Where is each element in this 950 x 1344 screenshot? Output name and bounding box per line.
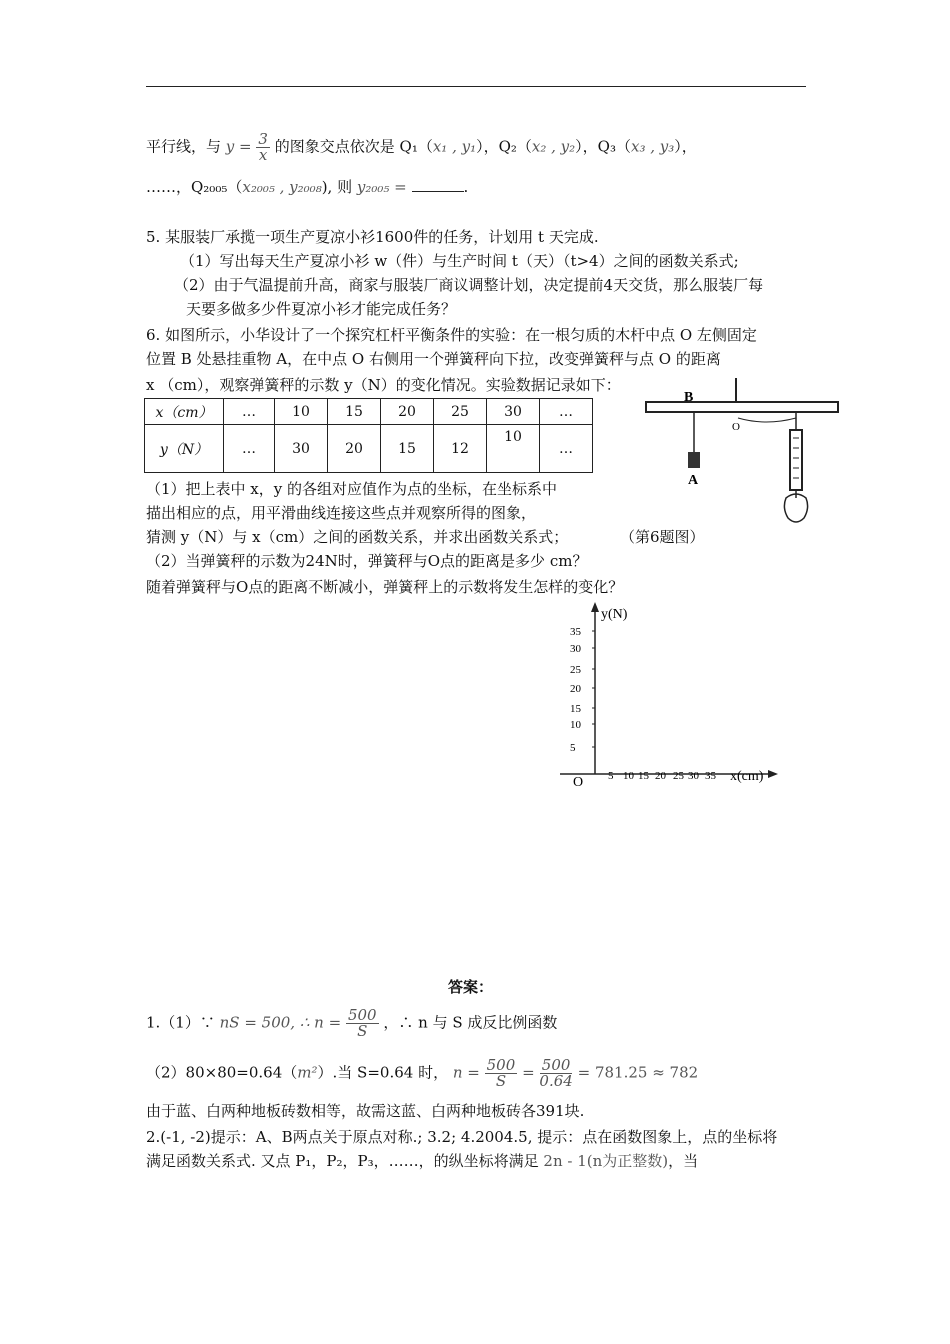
- table-cell: …: [224, 425, 275, 473]
- answer-formula: = 781.25 ≈ 782: [577, 1063, 699, 1082]
- fraction-denominator: 0.64: [539, 1072, 573, 1090]
- table-cell: …: [540, 399, 593, 425]
- fraction-numerator: 500: [347, 1006, 377, 1024]
- fraction-denominator: x: [258, 146, 268, 164]
- q4-text: 的图象交点依次是: [274, 137, 395, 156]
- table-cell: 15: [381, 425, 434, 473]
- answer-blank: [412, 181, 464, 192]
- q6-part-1: （1）把上表中 x，y 的各组对应值作为点的坐标，在坐标系中: [146, 480, 558, 498]
- q6-part-1-cont: 描出相应的点，用平滑曲线连接这些点并观察所得的图象，: [146, 504, 537, 522]
- q5-part-2-cont: 天要多做多少件夏凉小衫才能完成任务？: [186, 300, 457, 318]
- table-cell: 30: [487, 399, 540, 425]
- distance-brace: [738, 418, 796, 422]
- answer-fraction: [485, 1058, 518, 1089]
- answer-text: 1.（1）∵: [146, 1013, 215, 1032]
- x-axis-label: x(cm): [730, 769, 764, 784]
- table-cell: 20: [328, 425, 381, 473]
- fraction-numerator: 3: [258, 130, 268, 148]
- y-tick-label: 30: [570, 643, 581, 655]
- y-tick-label: 10: [570, 719, 581, 731]
- answer-text: 满足函数关系式. 又点 P₁，P₂，P₃，……，的纵坐标将满足: [146, 1152, 539, 1170]
- q6-part-2-cont: 随着弹簧秤与O点的距离不断减小，弹簧秤上的示数将发生怎样的变化？: [146, 578, 624, 596]
- y-tick-label: 5: [570, 742, 576, 754]
- fraction-numerator: 500: [486, 1056, 516, 1074]
- answer-fraction: [539, 1058, 572, 1089]
- origin-label: O: [573, 775, 584, 790]
- y-axis-arrow: [591, 602, 599, 612]
- answer-formula: 2n - 1(n为正整数): [543, 1152, 669, 1170]
- answer-text: ，∴ n 与 S 成反比例函数: [383, 1013, 558, 1032]
- table-cell: …: [540, 425, 593, 473]
- y-tick-label: 20: [570, 683, 581, 695]
- q4-point: x₂ , y₂: [531, 137, 576, 156]
- q5-part-2: （2）由于气温提前升高，商家与服装厂商议调整计划，决定提前4天交货，那么服装厂每: [174, 276, 764, 294]
- y-tick-label: 35: [570, 626, 581, 638]
- q4-function-fraction: [256, 132, 270, 163]
- x-tick-label: 5: [608, 770, 614, 782]
- q6-part-1-cont: 猜测 y（N）与 x（cm）之间的函数关系，并求出函数关系式；: [146, 528, 569, 546]
- table-cell: 12: [434, 425, 487, 473]
- q6-stem: x （cm），观察弹簧秤的示数 y（N）的变化情况。实验数据记录如下：: [146, 376, 621, 394]
- lever-label-o: O: [732, 421, 740, 433]
- q4-text: 平行线，与: [146, 137, 222, 156]
- q4-function-lhs: y =: [225, 137, 252, 156]
- hand-icon: [784, 494, 807, 522]
- spring-scale: [790, 430, 802, 490]
- y-tick-label: 15: [570, 703, 581, 715]
- answer-1-line-1: [146, 1008, 557, 1039]
- answer-2-line-1: 2.(-1, -2)提示：A、B两点关于原点对称.; 3.2; 4.2004.5, 提示：点在函数图象上，点的坐标将: [146, 1128, 778, 1146]
- figure-caption: （第6题图）: [620, 528, 705, 546]
- answer-formula: nS = 500, ∴ n =: [219, 1013, 342, 1032]
- q6-stem: 6. 如图所示，小华设计了一个探究杠杆平衡条件的实验：在一根匀质的木杆中点 O 左侧固定: [146, 326, 757, 344]
- table-cell: 20: [381, 399, 434, 425]
- fraction-denominator: S: [495, 1072, 507, 1090]
- answers-title: 答案：: [448, 978, 494, 996]
- q5-part-1: （1）写出每天生产夏凉小衫 w（件）与生产时间 t（天）（t>4）之间的函数关系式;: [180, 252, 739, 270]
- answer-text: （2）80×80=0.64（: [146, 1063, 298, 1082]
- q4-text: ……，Q₂₀₀₅（: [146, 178, 243, 196]
- x-axis-arrow: [768, 770, 778, 778]
- fraction-denominator: S: [357, 1022, 368, 1040]
- answer-text: ，当: [668, 1152, 699, 1170]
- answer-fraction: [346, 1008, 379, 1039]
- q4-line-2: [146, 176, 468, 198]
- table-cell: 10: [275, 399, 328, 425]
- q6-stem: 位置 B 处悬挂重物 A，在中点 O 右侧用一个弹簧秤向下拉，改变弹簧秤与点 O 的距离: [146, 350, 721, 368]
- answer-2-line-2: [146, 1150, 698, 1172]
- table-cell: …: [224, 399, 275, 425]
- x-ticks: [608, 770, 717, 782]
- lever-label-b: B: [684, 390, 694, 405]
- unit: m²: [297, 1063, 318, 1082]
- q4-text: .: [463, 178, 469, 196]
- q6-data-table: [144, 398, 593, 473]
- q4-point: x₂₀₀₅ , y₂₀₀₈: [242, 178, 322, 196]
- lever-label-a: A: [688, 473, 699, 488]
- table-cell: 15: [328, 399, 381, 425]
- x-tick-label: 10: [623, 770, 634, 782]
- fraction-numerator: 500: [541, 1056, 571, 1074]
- y-axis-label: y(N): [601, 607, 628, 622]
- table-row-x: [145, 399, 593, 425]
- answer-formula: =: [522, 1063, 535, 1082]
- answer-1-line-3: 由于蓝、白两种地板砖数相等，故需这蓝、白两种地板砖各391块.: [146, 1102, 585, 1120]
- q4-text: ），: [674, 137, 697, 156]
- x-tick-label: 25: [673, 770, 684, 782]
- answer-text: ）.当 S=0.64 时，: [317, 1063, 449, 1082]
- x-tick-label: 30: [688, 770, 699, 782]
- q4-point-label: ），Q₂（: [476, 137, 532, 156]
- q5-stem: 5. 某服装厂承揽一项生产夏凉小衫1600件的任务，计划用 t 天完成.: [146, 228, 599, 246]
- lever-bar: [646, 402, 838, 412]
- table-cell: y（N）: [145, 425, 224, 473]
- q4-point-label: Q₁（: [399, 137, 433, 156]
- q4-text: ), 则: [321, 178, 353, 196]
- answer-1-line-2: [146, 1058, 698, 1089]
- q4-point: x₁ , y₁: [432, 137, 477, 156]
- table-row-y: [145, 425, 593, 473]
- x-tick-label: 15: [638, 770, 649, 782]
- q6-part-2: （2）当弹簧秤的示数为24N时，弹簧秤与O点的距离是多少 cm？: [146, 552, 588, 570]
- y-ticks: [570, 626, 595, 754]
- coordinate-axes: [560, 600, 790, 790]
- table-cell: 30: [275, 425, 328, 473]
- q4-point: x₃ , y₃: [630, 137, 675, 156]
- table-cell: x（cm）: [145, 399, 224, 425]
- x-tick-label: 35: [705, 770, 716, 782]
- table-cell: 25: [434, 399, 487, 425]
- weight-block: [688, 452, 700, 468]
- q4-line-1: [146, 132, 697, 163]
- lever-figure: [640, 372, 840, 534]
- y-tick-label: 25: [570, 664, 581, 676]
- x-tick-label: 20: [655, 770, 666, 782]
- q4-answer-lhs: y₂₀₀₅ =: [356, 178, 407, 196]
- table-cell: 10: [487, 425, 540, 473]
- answer-formula: n =: [452, 1063, 480, 1082]
- header-rule: [146, 86, 806, 87]
- q4-point-label: ），Q₃（: [575, 137, 631, 156]
